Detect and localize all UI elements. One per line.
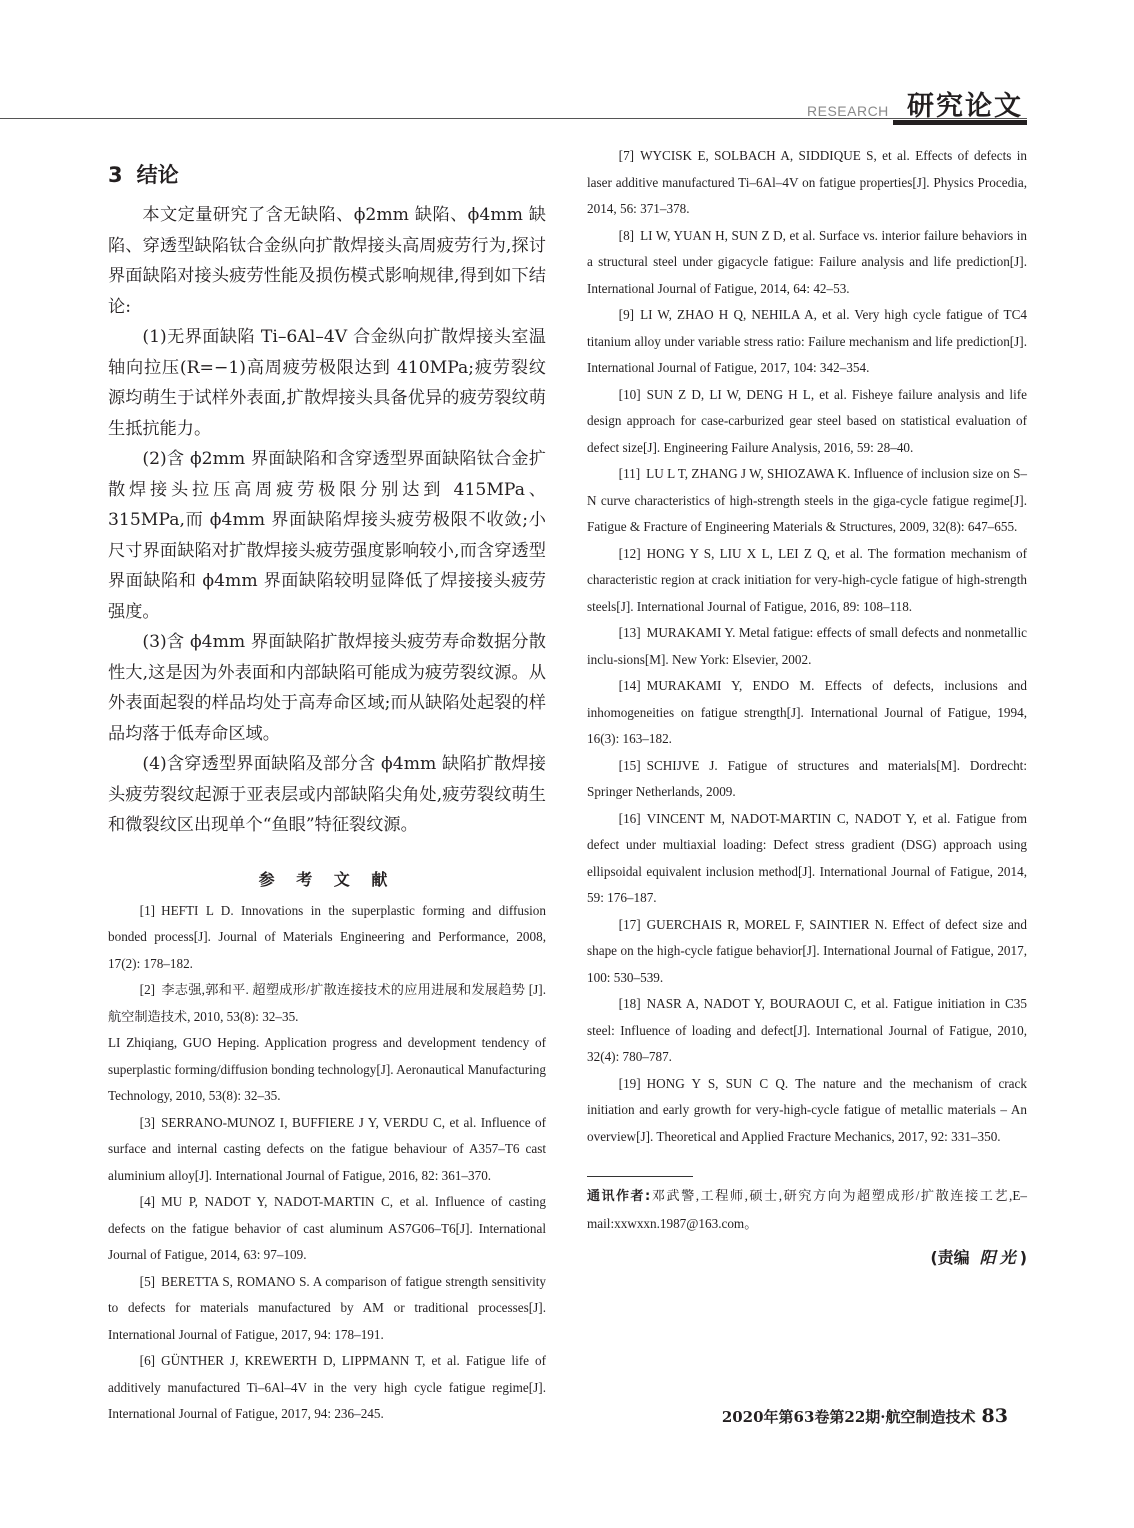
reference-item xyxy=(587,223,1027,303)
reference-label: [8] xyxy=(618,227,635,243)
section-title: 结论 xyxy=(136,163,179,187)
reference-item xyxy=(108,1110,546,1190)
reference-item xyxy=(587,991,1027,1071)
reference-item xyxy=(587,302,1027,382)
left-column xyxy=(108,160,546,1428)
reference-label: [14] xyxy=(618,678,641,693)
conclusion-paragraph: (4)含穿透型界面缺陷及部分含 ϕ4mm 缺陷扩散焊接头疲劳裂纹起源于亚表层或内部缺陷尖角处,疲劳裂纹萌生和微裂纹区出现单个“鱼眼”特征裂纹源。 xyxy=(108,754,546,835)
editor-name: 阳光 xyxy=(979,1248,1020,1267)
editor-credit xyxy=(587,1245,1027,1268)
page-number: 83 xyxy=(981,1405,1008,1427)
reference-item xyxy=(108,1189,546,1269)
reference-text: SCHIJVE J. Fatigue of structures and materials[M]. Dordrecht: Springer Netherlands, 2009. xyxy=(587,757,1027,799)
conclusion-body xyxy=(108,200,546,841)
references-list-right xyxy=(587,143,1027,1150)
page-footer xyxy=(722,1405,1008,1427)
reference-text: SERRANO-MUNOZ I, BUFFIERE J Y, VERDU C, et al. Influence of surface and internal casting defects on the fatigue behaviour of A357–T6 cast aluminium alloy[J]. International Journal of Fatigue, 2016, 82: 361–370. xyxy=(108,1114,546,1183)
reference-text: LI W, ZHAO H Q, NEHILA A, et al. Very high cycle fatigue of TC4 titanium alloy under variable stress ratio: Failure mechanism and life prediction[J]. International Journal of Fatigue, 2017, 104: 342–354. xyxy=(587,307,1027,375)
reference-label: [2] xyxy=(139,982,156,997)
reference-item xyxy=(108,1030,546,1110)
section-heading xyxy=(108,160,546,190)
reference-item xyxy=(587,620,1027,673)
reference-text: MURAKAMI Y. Metal fatigue: effects of small defects and nonmetallic inclu-sions[M]. New York: Elsevier, 2002. xyxy=(587,625,1027,667)
reference-text: HONG Y S, LIU X L, LEI Z Q, et al. The formation mechanism of characteristic region at crack initiation for very-high-cycle fatigue of high-strength steels[J]. International Journal of Fatigue, 2016, 89: 108–118. xyxy=(587,545,1027,614)
reference-text: LU L T, ZHANG J W, SHIOZAWA K. Influence of inclusion size on S–N curve characteristics of high-strength steels in the giga-cycle fatigue regime[J]. Fatigue & Fracture of Engineering Materials & Structures, 2009, 32(8): 647–655. xyxy=(587,466,1027,534)
reference-label: [1] xyxy=(139,902,156,918)
reference-text: GUERCHAIS R, MOREL F, SAINTIER N. Effect of defect size and shape on the high-cycle fatigue behavior[J]. International Journal of Fatigue, 2017, 100: 530–539. xyxy=(587,916,1027,985)
reference-text: NASR A, NADOT Y, BOURAOUI C, et al. Fatigue initiation in C35 steel: Influence of loading and defect[J]. International Journal of Fatigue, 2010, 32(4): 780–787. xyxy=(587,996,1027,1064)
conclusion-paragraph: (1)无界面缺陷 Ti–6Al–4V 合金纵向扩散焊接头室温轴向拉压(R=−1)高周疲劳极限达到 410MPa;疲劳裂纹源均萌生于试样外表面,扩散焊接头具备优异的疲劳裂纹萌生抵抗能力。 xyxy=(108,327,546,439)
reference-label: [4] xyxy=(139,1194,156,1209)
reference-text: VINCENT M, NADOT-MARTIN C, NADOT Y, et al. Fatigue from defect under multiaxial loading: Defect stress gradient (DSG) approach using ellipsoidal equivalent inclusion method[J]. International Journal of Fatigue, 2014, 59: 176–187. xyxy=(587,810,1027,905)
reference-item xyxy=(587,753,1027,806)
references-heading: 参 考 文 献 xyxy=(258,869,396,889)
reference-text: LI Zhiqiang, GUO Heping. Application progress and development tendency of superplastic forming/diffusion bonding technology[J]. Aeronautical Manufacturing Technology, 2010, 53(8): 32–35. xyxy=(108,1035,546,1103)
reference-label: [13] xyxy=(618,625,641,640)
reference-item xyxy=(587,912,1027,992)
reference-label: [3] xyxy=(139,1114,156,1130)
corresponding-author-note xyxy=(587,1183,1027,1237)
reference-item xyxy=(108,977,546,1030)
reference-item xyxy=(108,898,546,978)
reference-text: WYCISK E, SOLBACH A, SIDDIQUE S, et al. Effects of defects in laser additive manufactured Ti–6Al–4V on fatigue properties[J]. Physics Procedia, 2014, 56: 371–378. xyxy=(587,148,1027,216)
reference-item xyxy=(587,673,1027,753)
reference-text: LI W, YUAN H, SUN Z D, et al. Surface vs. interior failure behaviors in a structural steel under gigacycle fatigue: Failure analysis and life prediction[J]. International Journal of Fatigue, 2014, 64: 42–53. xyxy=(587,227,1027,296)
reference-label: [11] xyxy=(618,466,641,481)
editor-close: ) xyxy=(1019,1248,1027,1267)
conclusion-paragraph: (2)含 ϕ2mm 界面缺陷和含穿透型界面缺陷钛合金扩散焊接头拉压高周疲劳极限分别达到 415MPa、315MPa,而 ϕ4mm 界面缺陷焊接头疲劳极限不收敛;小尺寸界面缺陷对扩散焊接头疲劳强度影响较小,而含穿透型界面缺陷和 ϕ4mm 界面缺陷较明显降低了焊接接头疲劳强度。 xyxy=(108,449,546,622)
reference-item xyxy=(587,541,1027,621)
reference-text: GÜNTHER J, KREWERTH D, LIPPMANN T, et al. Fatigue life of additively manufactured Ti–6Al–4V in the very high cycle fatigue regime[J]. International Journal of Fatigue, 2017, 94: 236–245. xyxy=(108,1353,546,1421)
reference-item xyxy=(587,382,1027,462)
conclusion-paragraph: (3)含 ϕ4mm 界面缺陷扩散焊接头疲劳寿命数据分散性大,这是因为外表面和内部缺陷可能成为疲劳裂纹源。从外表面起裂的样品均处于高寿命区域;而从缺陷处起裂的样品均落于低寿命区域。 xyxy=(108,632,546,744)
reference-text: SUN Z D, LI W, DENG H L, et al. Fisheye failure analysis and life design approach for case-carburized gear steel based on statistical evaluation of defect size[J]. Engineering Failure Analysis, 2016, 59: 28–40. xyxy=(587,386,1027,455)
footnote-rule xyxy=(587,1176,693,1177)
reference-text: BERETTA S, ROMANO S. A comparison of fatigue strength sensitivity to defects for materials manufactured by AM or traditional processes[J]. International Journal of Fatigue, 2017, 94: 178–191. xyxy=(108,1273,546,1342)
conclusion-paragraph: 本文定量研究了含无缺陷、ϕ2mm 缺陷、ϕ4mm 缺陷、穿透型缺陷钛合金纵向扩散焊接头高周疲劳行为,探讨界面缺陷对接头疲劳性能及损伤模式影响规律,得到如下结论: xyxy=(108,205,546,317)
header-section-cn: 研究论文 xyxy=(907,91,1023,122)
reference-label: [15] xyxy=(618,757,641,773)
reference-label: [12] xyxy=(618,545,641,561)
reference-text: MU P, NADOT Y, NADOT-MARTIN C, et al. Influence of casting defects on the fatigue behavior of cast aluminum AS7G06–T6[J]. International Journal of Fatigue, 2014, 63: 97–109. xyxy=(108,1194,546,1262)
editor-open: (责编 xyxy=(930,1248,970,1267)
reference-label: [9] xyxy=(618,307,635,322)
references-list-left xyxy=(108,898,546,1428)
reference-label: [5] xyxy=(139,1273,156,1289)
reference-text: HONG Y S, SUN C Q. The nature and the mechanism of crack initiation and early growth for very-high-cycle fatigue of metallic materials – An overview[J]. Theoretical and Applied Fracture Mechanics, 2017, 92: 331–350. xyxy=(587,1075,1027,1144)
reference-text: HEFTI L D. Innovations in the superplastic forming and diffusion bonded process[J]. Journal of Materials Engineering and Performance, 2008, 17(2): 178–182. xyxy=(108,902,546,971)
reference-text: 李志强,郭和平. 超塑成形/扩散连接技术的应用进展和发展趋势 [J]. 航空制造技术, 2010, 53(8): 32–35. xyxy=(108,982,546,1024)
section-number: 3 xyxy=(108,163,123,187)
reference-label: [6] xyxy=(139,1353,156,1368)
reference-label: [18] xyxy=(618,996,641,1011)
header-section-en: RESEARCH xyxy=(807,103,889,119)
reference-item xyxy=(587,1071,1027,1151)
right-column xyxy=(587,143,1027,1268)
reference-item xyxy=(587,461,1027,541)
reference-label: [16] xyxy=(618,810,641,826)
reference-label: [10] xyxy=(618,386,641,402)
reference-item xyxy=(587,143,1027,223)
reference-item xyxy=(108,1269,546,1349)
note-text: 邓武警,工程师,硕士,研究方向为超塑成形/扩散连接工艺,E–mail:xxwxxn.1987@163.com。 xyxy=(587,1188,1028,1231)
reference-item xyxy=(587,806,1027,912)
note-label: 通讯作者: xyxy=(587,1189,651,1204)
reference-item xyxy=(108,1348,546,1428)
reference-label: [19] xyxy=(618,1075,641,1091)
reference-text: MURAKAMI Y, ENDO M. Effects of defects, inclusions and inhomogeneities on fatigue strength[J]. International Journal of Fatigue, 1994, 16(3): 163–182. xyxy=(587,678,1027,746)
reference-label: [7] xyxy=(618,148,635,163)
reference-label: [17] xyxy=(618,916,641,932)
footer-issue: 2020年第63卷第22期·航空制造技术 xyxy=(721,1408,976,1426)
